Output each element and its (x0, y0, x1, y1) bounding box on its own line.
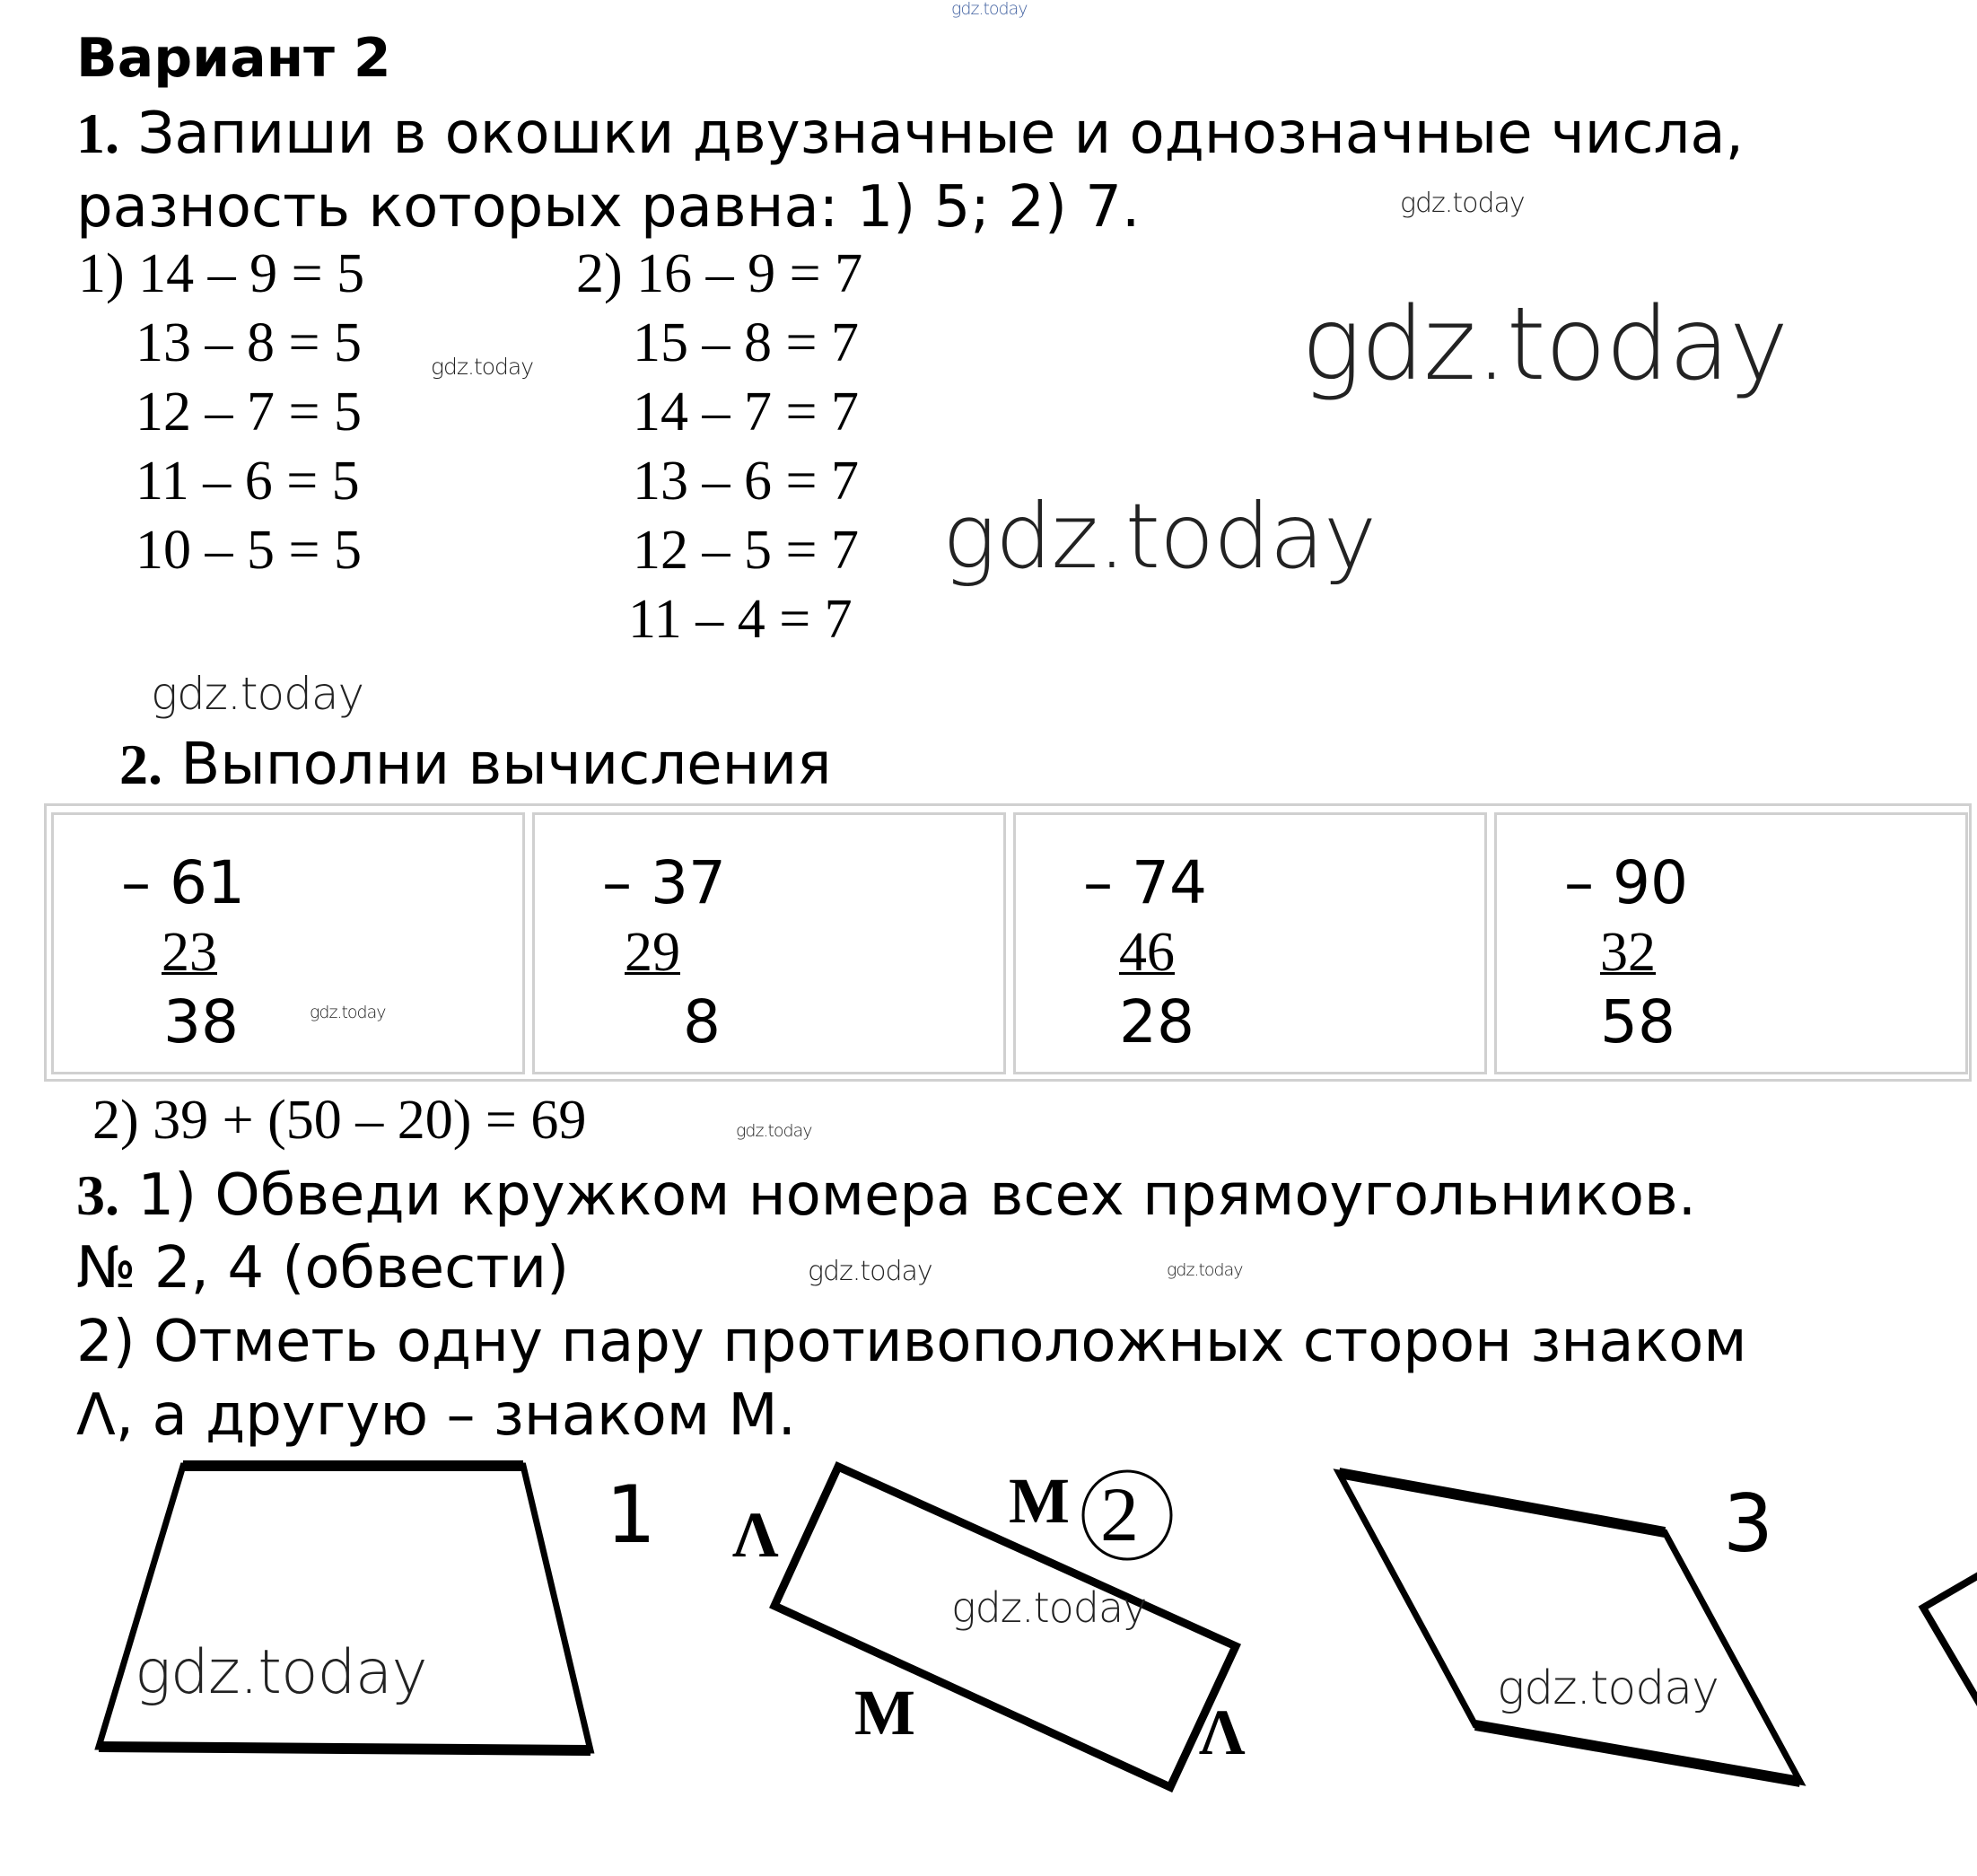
mark-m: М (1009, 1465, 1070, 1537)
watermark: gdz.today (1400, 188, 1525, 219)
subtrahend: 32 (1600, 922, 1656, 983)
watermark: gdz.today (135, 1637, 427, 1708)
equation: 11 – 6 = 5 (136, 451, 360, 512)
equation: 15 – 8 = 7 (633, 312, 859, 373)
result: 58 (1600, 987, 1675, 1056)
result: 38 (163, 987, 239, 1056)
watermark: gdz.today (151, 668, 364, 720)
result: 28 (1119, 987, 1194, 1056)
minuend: – 37 (602, 848, 726, 917)
figure-number-1: 1 (606, 1468, 656, 1561)
equation: 2) 16 – 9 = 7 (576, 243, 863, 304)
parallelogram-top-side (1339, 1473, 1665, 1532)
equation: 13 – 6 = 7 (633, 451, 859, 512)
watermark: gdz.today (1301, 286, 1789, 403)
trapezoid-bottom-side (99, 1747, 590, 1750)
page-title: Вариант 2 (76, 27, 391, 90)
minuend: – 90 (1564, 848, 1688, 917)
minuend: – 74 (1083, 848, 1207, 917)
subtrahend: 46 (1119, 922, 1175, 983)
figure-number-2: 2 (1100, 1471, 1139, 1557)
watermark: gdz.today (1167, 1260, 1243, 1280)
equation: 1) 14 – 9 = 5 (78, 243, 365, 304)
watermark: gdz.today (1497, 1661, 1719, 1715)
parallelogram-bottom-side (1475, 1725, 1800, 1782)
watermark: gdz.today (808, 1256, 932, 1287)
figure-4-partial (1923, 1573, 1977, 1710)
task2-text: Выполни вычисления (180, 732, 832, 798)
task1-number: 1. (76, 101, 119, 165)
minuend: – 61 (121, 848, 245, 917)
equation: 11 – 4 = 7 (628, 589, 853, 650)
task3-line2: 2) Отметь одну пару противоположных сторон знаком (76, 1309, 1747, 1375)
task3-line3: Λ, а другую – знаком М. (76, 1382, 796, 1449)
equation: 12 – 5 = 7 (633, 520, 859, 581)
mark-m: М (854, 1677, 915, 1749)
watermark: gdz.today (942, 484, 1377, 589)
extra-equation: 2) 39 + (50 – 20) = 69 (92, 1090, 587, 1151)
task3-answer: № 2, 4 (обвести) (76, 1235, 570, 1302)
subtrahend: 29 (625, 922, 680, 983)
subtrahend: 23 (162, 922, 217, 983)
result: 8 (683, 987, 721, 1056)
equation: 10 – 5 = 5 (136, 520, 362, 581)
task2-number: 2. (119, 732, 162, 796)
watermark: gdz.today (431, 354, 534, 380)
watermark: gdz.today (736, 1121, 812, 1141)
equation: 14 – 7 = 7 (633, 381, 859, 443)
equation: 12 – 7 = 5 (136, 381, 362, 443)
task1-line2: разность которых равна: 1) 5; 2) 7. (76, 174, 1141, 241)
watermark: gdz.today (951, 0, 1028, 19)
watermark: gdz.today (310, 1003, 386, 1022)
watermark: gdz.today (951, 1583, 1147, 1632)
task1-text: Запиши в окошки двузначные и однозначные числа, (137, 101, 1744, 167)
task3-number: 3. (76, 1163, 119, 1227)
figure-number-3: 3 (1723, 1477, 1773, 1570)
equation: 13 – 8 = 5 (136, 312, 362, 373)
task3-text: 1) Обведи кружком номера всех прямоугольников. (137, 1162, 1697, 1229)
mark-lambda: Λ (1199, 1696, 1246, 1768)
mark-lambda: Λ (732, 1499, 779, 1571)
